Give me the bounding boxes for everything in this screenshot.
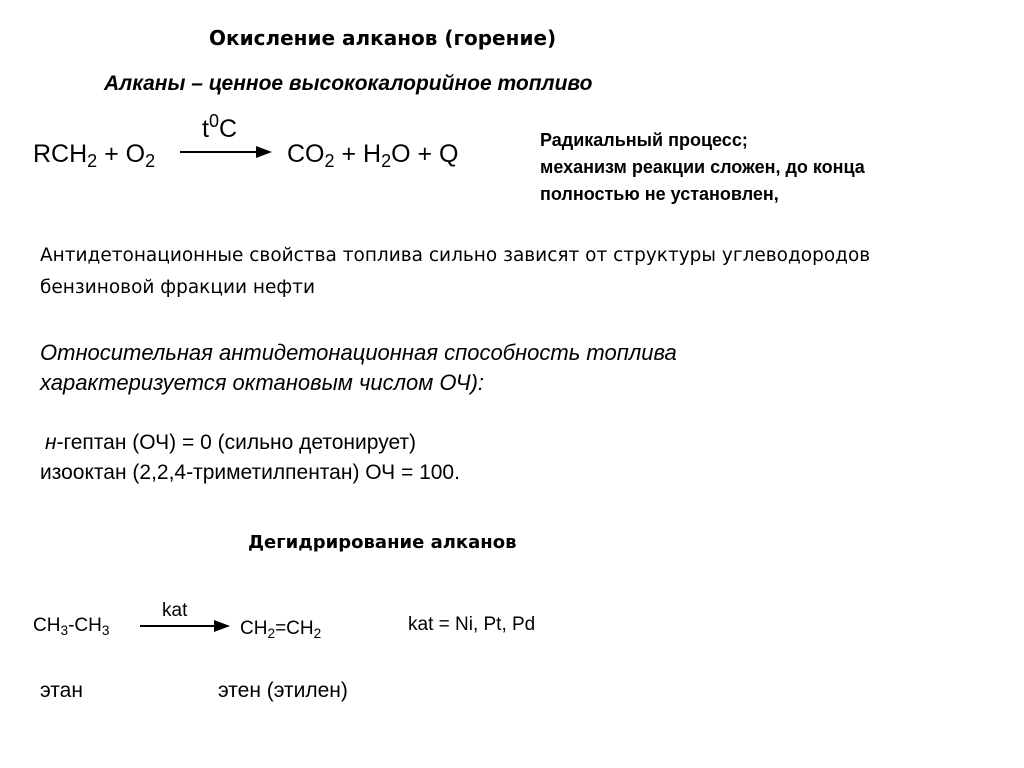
reaction1-reactants: [33, 140, 156, 172]
condition-t: t: [202, 115, 209, 143]
reaction2-catalyst: kat: [162, 600, 188, 621]
condition-sup: 0: [208, 111, 219, 132]
condition-c: C: [218, 115, 238, 143]
product-co-sub: 2: [324, 151, 335, 172]
octane-line1: Относительная антидетонационная способность топлива: [40, 340, 677, 365]
heptane-line: [45, 431, 416, 455]
reaction2-reactant: [33, 615, 109, 637]
product-h: + H: [341, 140, 382, 168]
section-title-oxidation: Окисление алканов (горение): [209, 26, 557, 50]
note-line3: полностью не установлен,: [540, 184, 779, 204]
product2-b: =CH: [275, 618, 314, 639]
subtitle-fuel: Алканы – ценное высококалорийное топливо: [104, 72, 593, 95]
catalyst-list: kat = Ni, Pt, Pd: [408, 614, 536, 635]
product-rest: O + Q: [391, 140, 459, 168]
octane-line2: характеризуется октановым числом ОЧ):: [40, 370, 485, 395]
reactant-rch-sub: 2: [87, 151, 98, 172]
isooctane-line: изооктан (2,2,4-триметилпентан) ОЧ = 100.: [40, 461, 460, 484]
reactant-o2-sub: 2: [145, 151, 156, 172]
note-line1: Радикальный процесс;: [540, 130, 748, 150]
note-block: [540, 127, 865, 208]
reactant-rch: RCH: [33, 140, 88, 168]
heptane-rest: -гептан (ОЧ) = 0 (сильно детонирует): [56, 431, 417, 454]
product2-a-sub: 2: [267, 625, 276, 641]
section-title-dehydrogenation: Дегидрирование алканов: [248, 532, 517, 553]
antiknock-line2: бензиновой фракции нефти: [40, 277, 315, 298]
reactant2-b-sub: 3: [101, 622, 110, 638]
product2-a: CH: [240, 618, 268, 639]
reaction1-arrow: [180, 151, 270, 153]
reaction1-condition: [202, 111, 238, 144]
octane-definition: [40, 338, 677, 398]
product-h-sub: 2: [381, 151, 392, 172]
product-co: CO: [287, 140, 325, 168]
reactant2-a: CH: [33, 615, 61, 636]
reactant-o2: + O: [104, 140, 146, 168]
name-ethane: этан: [40, 679, 83, 702]
name-ethene: этен (этилен): [218, 679, 348, 702]
heptane-prefix: н: [45, 431, 57, 454]
reaction2-product: [240, 618, 321, 640]
reactant2-a-sub: 3: [60, 622, 69, 638]
reaction1-products: [287, 140, 459, 172]
note-line2: механизм реакции сложен, до конца: [540, 157, 865, 177]
antiknock-paragraph: [40, 240, 870, 304]
reactant2-b: -CH: [68, 615, 102, 636]
antiknock-line1: Антидетонационные свойства топлива сильно зависят от структуры углеводородов: [40, 245, 871, 266]
product2-b-sub: 2: [313, 625, 322, 641]
reaction2-arrow: [140, 625, 228, 627]
